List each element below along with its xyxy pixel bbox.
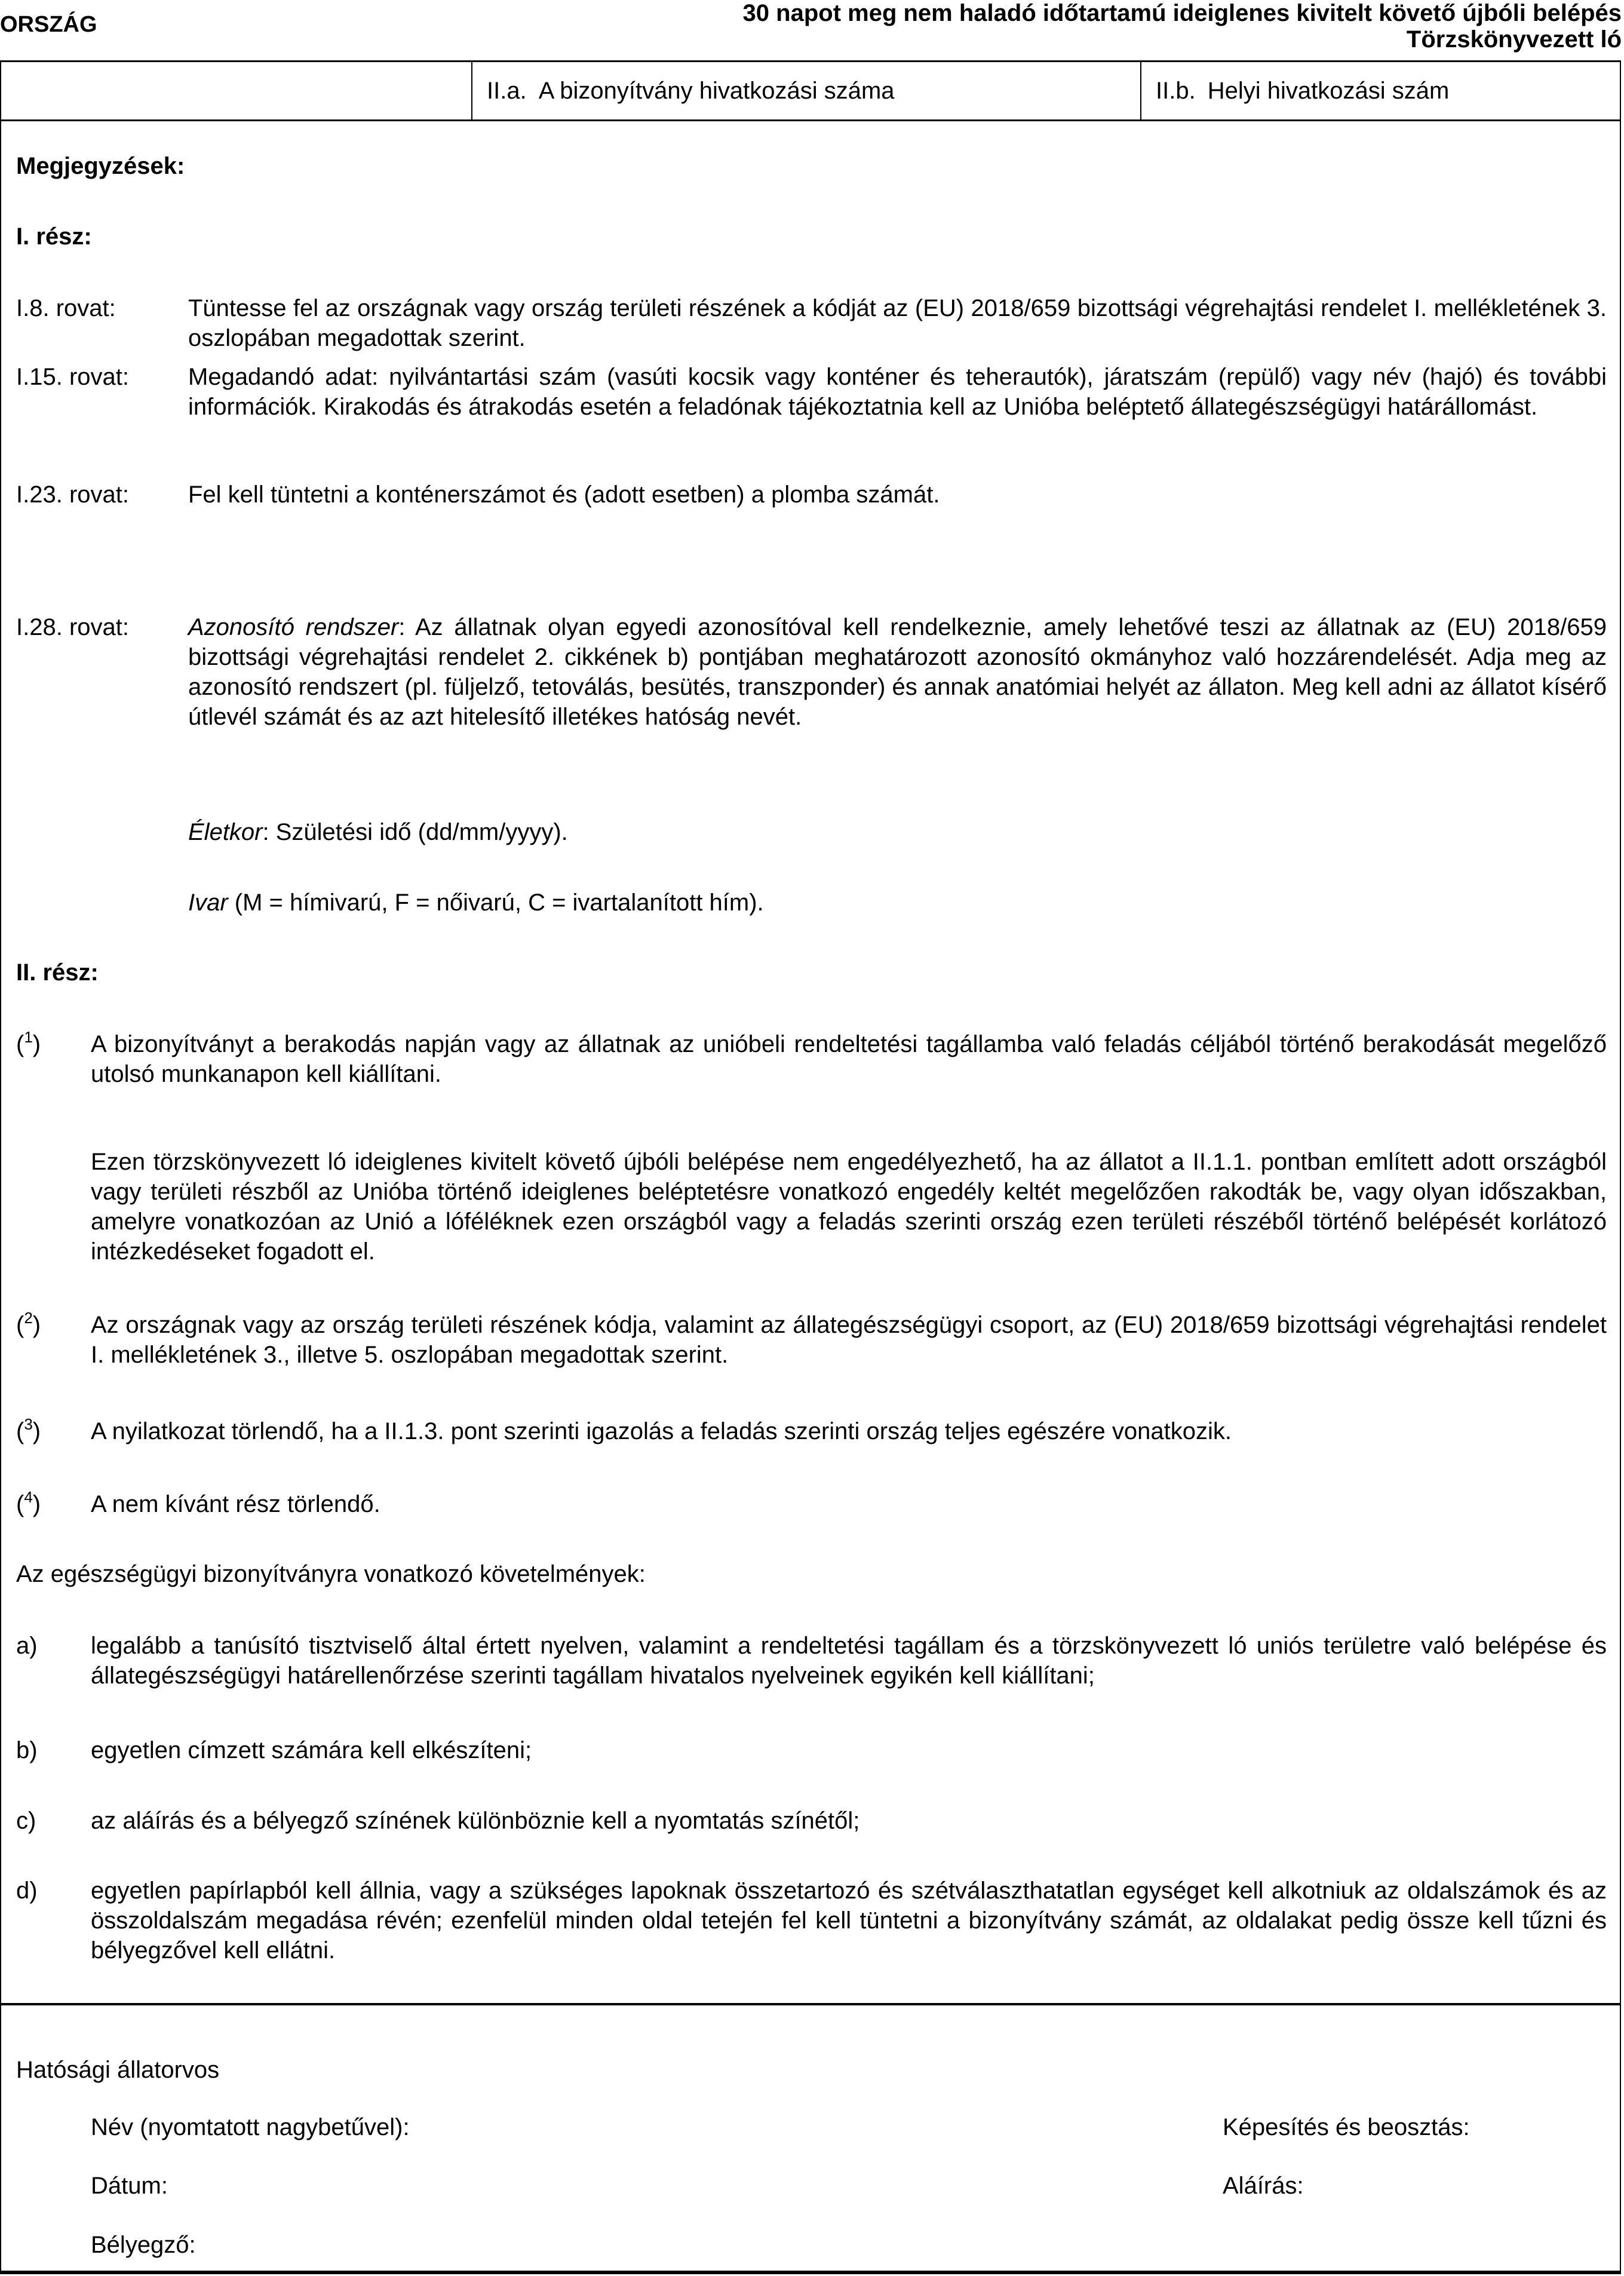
requirement-item [16, 1735, 1607, 1765]
note-item-label: I.8. rovat: [16, 295, 116, 321]
qualification-field-label[interactable]: Képesítés és beosztás: [1223, 2114, 1470, 2140]
certificate-title-line2: Törzskönyvezett ló [1406, 26, 1622, 53]
footnote-marker: ($^3$) [16, 1415, 41, 1444]
footnote-text: A nyilatkozat törlendő, ha a II.1.3. pont szerinti igazolás a feladás szerinti ország teljes egészére vonatkozik. [91, 1418, 1232, 1444]
part1-heading: I. rész: [16, 223, 92, 250]
requirement-text: az aláírás és a bélyegző színének különböznie kell a nyomtatás színétől; [91, 1808, 860, 1834]
requirement-item [16, 1806, 1607, 1836]
footnote [16, 1029, 1607, 1089]
footnote-text: A nem kívánt rész törlendő. [91, 1491, 380, 1517]
note-item-text: Tüntesse fel az országnak vagy ország területi részének a kódját az (EU) 2018/659 bizottsági végrehajtási rendelet I. mellékletének 3. oszlopában megadottak szerint. [188, 295, 1607, 351]
note-item [16, 362, 1607, 422]
local-reference-number: II.b. [1156, 78, 1196, 104]
certificate-title-line1: 30 napot meg nem haladó időtartamú ideiglenes kivitelt követő újbóli belépés [742, 0, 1622, 26]
country-label: ORSZÁG [0, 12, 97, 37]
local-reference-label: Helyi hivatkozási szám [1207, 78, 1450, 104]
note-item [16, 293, 1607, 353]
age-italic-term: Életkor [188, 819, 263, 845]
requirement-label: c) [16, 1808, 36, 1834]
name-field-label[interactable]: Név (nyomtatott nagybetűvel): [91, 2114, 410, 2140]
requirement-item [16, 1631, 1607, 1691]
requirement-label: a) [16, 1633, 38, 1659]
requirement-text: egyetlen címzett számára kell elkészíteni; [91, 1737, 532, 1763]
footnote-marker: ($^1$) [16, 1028, 41, 1057]
requirement-text: legalább a tanúsító tisztviselő által értett nyelven, valamint a rendeltetési tagállam és a törzskönyvezett ló uniós területre való belépése és állategészségügyi határellenőrzése szerinti tagállam hivatalos nyelveinek egyikén kell kiállítani; [91, 1633, 1607, 1689]
footnote-marker: ($^2$) [16, 1309, 41, 1338]
reference-blank-cell [1, 62, 472, 119]
age-note [16, 817, 1607, 847]
note-item-label: I.28. rovat: [16, 614, 129, 640]
requirement-item [16, 1876, 1607, 1965]
sex-note [16, 888, 1607, 918]
footnote [16, 1310, 1607, 1370]
requirement-text: egyetlen papírlapból kell állnia, vagy a szükséges lapoknak összetartozó és szétválaszthatatlan egységet kell alkotniuk az oldalszámok és az összoldalszám megadása révén; ezenfelül minden oldal tetején fel kell tüntetni a bizonyítvány számát, az oldalakat pedig össze kell tűzni és bélyegzővel kell ellátni. [91, 1878, 1607, 1964]
note-item-body: : Az állatnak olyan egyedi azonosítóval kell rendelkeznie, amely lehetővé teszi az állatnak az (EU) 2018/659 bizottsági végrehajtási rendelet 2. cikkének b) pontjában meghatározott azonosító okmányhoz való hozzárendelését. Adja meg az azonosító rendszert (pl. füljelző, tetoválás, besütés, transzponder) és annak anatómiai helyét az állaton. Meg kell adni az állatot kísérő útlevél számát és az azt hitelesítő illetékes hatóság nevét. [188, 614, 1607, 730]
note-item-text [188, 612, 1607, 732]
footnote [16, 1416, 1607, 1446]
note-item-label: I.15. rovat: [16, 364, 129, 390]
official-veterinarian-title: Hatósági állatorvos [16, 2057, 220, 2083]
certificate-title [743, 0, 1622, 53]
footnote [16, 1489, 1607, 1519]
sex-italic-term: Ivar [188, 889, 228, 916]
requirements-title: Az egészségügyi bizonyítványra vonatkozó követelmények: [16, 1561, 646, 1587]
footnote-text: Az országnak vagy az ország területi részének kódja, valamint az állategészségügyi csoport, az (EU) 2018/659 bizottsági végrehajtási rendelet I. mellékletének 3., illetve 5. oszlopában megadottak szerint. [91, 1312, 1607, 1368]
sex-text: (M = hímivarú, F = nőivarú, C = ivartalanított hím). [228, 889, 764, 916]
age-text: : Születési idő (dd/mm/yyyy). [262, 819, 568, 845]
footnote-text: A bizonyítványt a berakodás napján vagy az állatnak az unióbeli rendeltetési tagállamba való feladás céljából történő berakodását megelőző utolsó munkanapon kell kiállítani. [91, 1031, 1607, 1087]
notes-title: Megjegyzések: [16, 153, 185, 179]
signature-field-label[interactable]: Aláírás: [1223, 2173, 1304, 2199]
certificate-reference-label: A bizonyítvány hivatkozási száma [538, 78, 895, 104]
note-item-label: I.23. rovat: [16, 481, 129, 508]
footnote-text: Ezen törzskönyvezett ló ideiglenes kivitelt követő újbóli belépése nem engedélyezhető, ha az állatot a II.1.1. pontban említett adott országból vagy területi részből az Unióba történő ideiglenes beléptetésre vonatkozó engedély keltét megelőzően rakodták be, vagy olyan időszakban, amelyre vonatkozóan az Unió a lóféléknek ezen országból vagy a feladás szerinti ország ezen területi részéből történő belépését korlátozó intézkedéseket fogadott el. [91, 1149, 1607, 1265]
date-field-label[interactable]: Dátum: [91, 2173, 168, 2199]
note-item [16, 612, 1607, 732]
footnote-continuation [16, 1147, 1607, 1266]
note-item-italic-term: Azonosító rendszer [188, 614, 399, 640]
certificate-reference-number: II.a. [487, 78, 527, 104]
section-divider [1, 2003, 1620, 2005]
stamp-field-label[interactable]: Bélyegző: [91, 2232, 196, 2258]
part2-heading: II. rész: [16, 959, 99, 986]
footnote-marker: ($^4$) [16, 1488, 41, 1517]
local-reference-cell[interactable] [1141, 62, 1620, 119]
note-item-text: Megadandó adat: nyilvántartási szám (vasúti kocsik vagy konténer és teherautók), járatszám (repülő) vagy név (hajó) és további információk. Kirakodás és átrakodás esetén a feladónak tájékoztatnia kell az Unióba beléptető állategészségügyi határállomást. [188, 364, 1607, 420]
requirement-label: d) [16, 1878, 38, 1904]
requirement-label: b) [16, 1737, 38, 1763]
certificate-reference-cell[interactable] [472, 62, 1141, 119]
reference-number-table [0, 60, 1621, 121]
note-item-text: Fel kell tüntetni a konténerszámot és (adott esetben) a plomba számát. [188, 481, 940, 508]
note-item [16, 480, 1607, 510]
notes-section [0, 121, 1621, 2274]
